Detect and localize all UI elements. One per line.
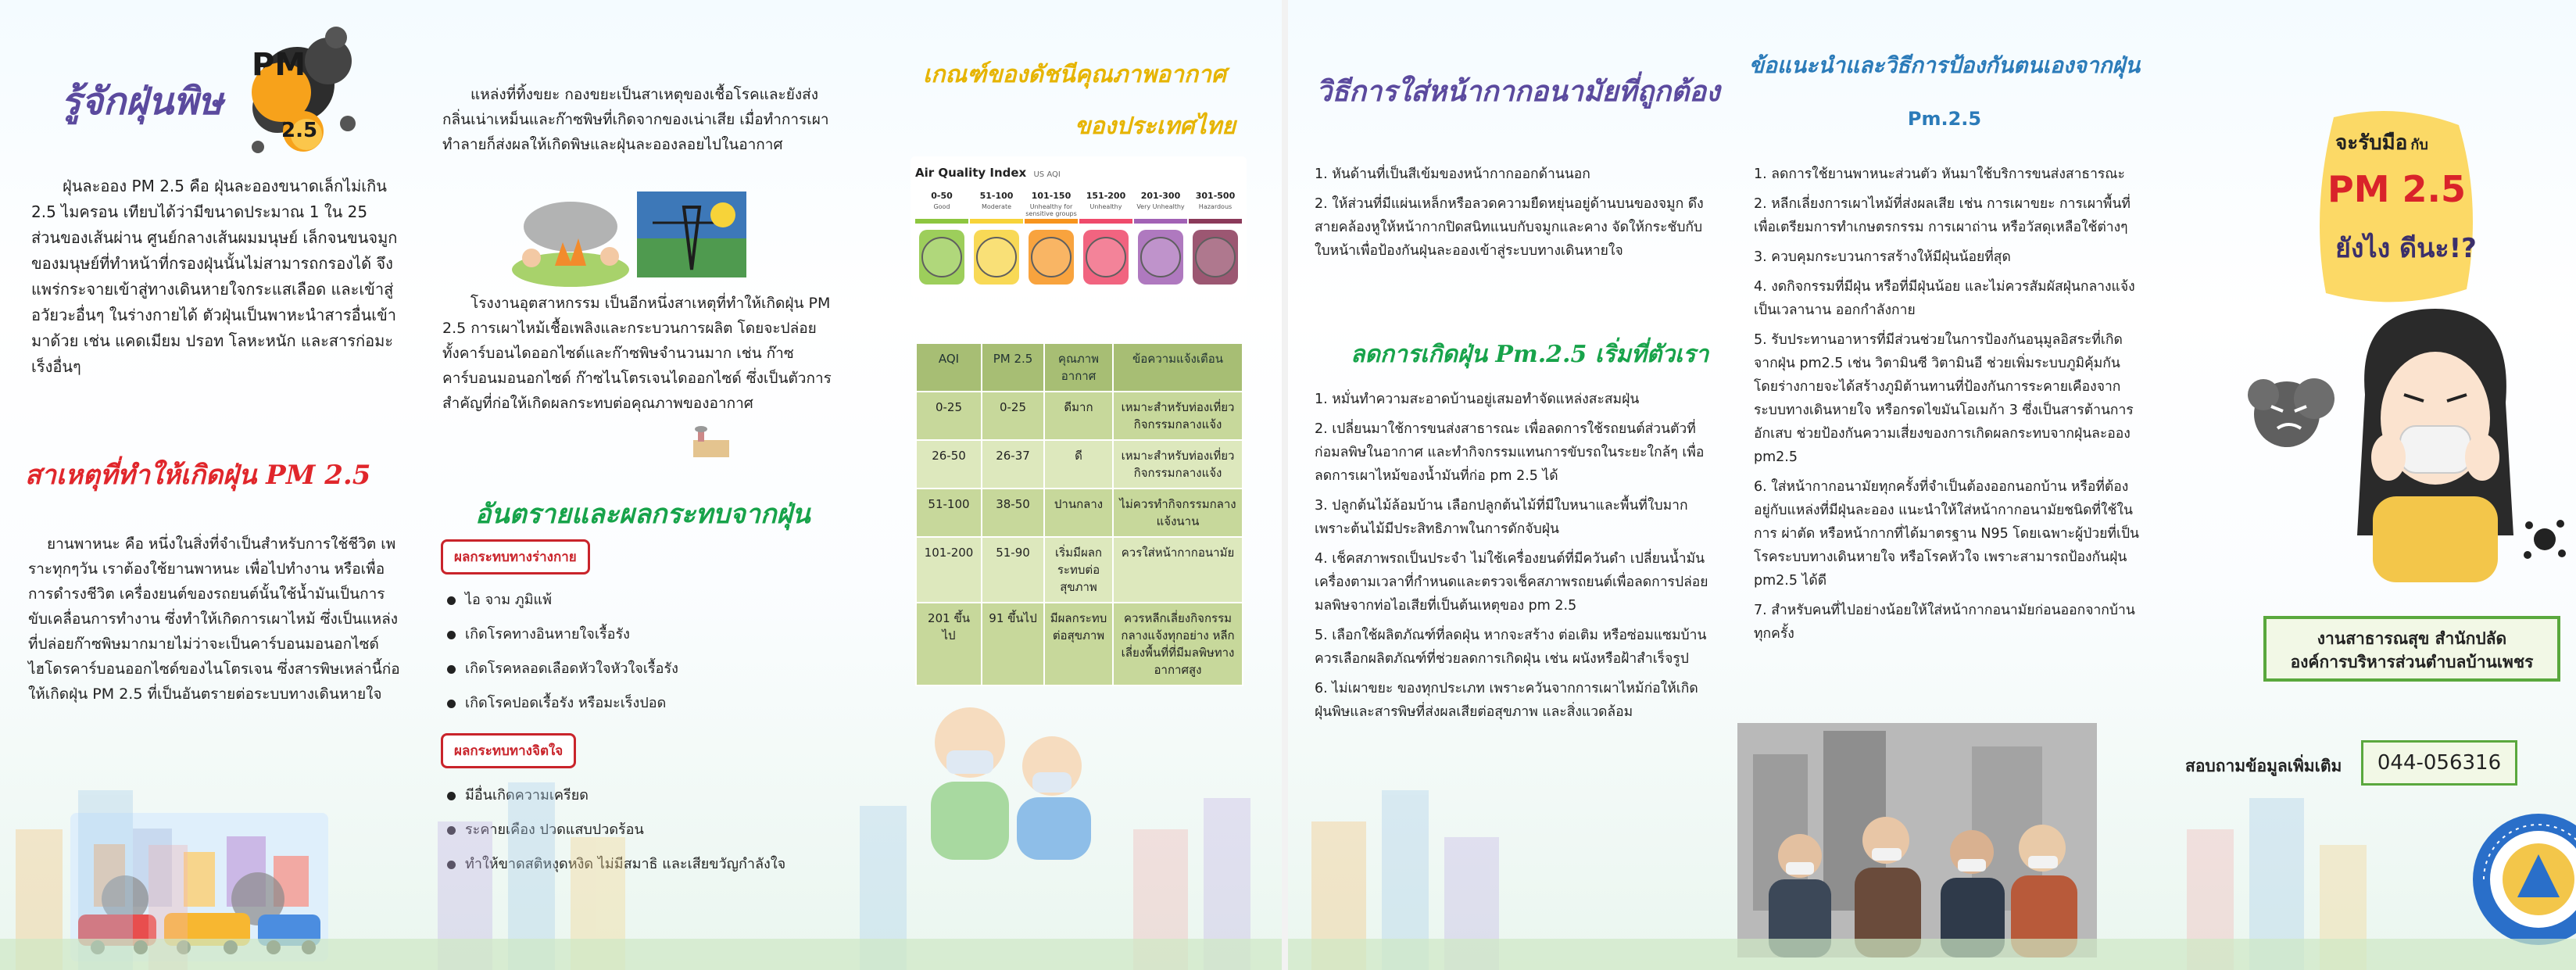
aqi-level-range: 301-500 — [1195, 191, 1236, 201]
table-header-row — [916, 343, 1243, 392]
table-cell: ควรใส่หน้ากากอนามัย — [1113, 537, 1243, 603]
aqi-face-icon — [919, 230, 964, 285]
table-cell: 51-90 — [982, 537, 1044, 603]
list-item: 5. รับประทานอาหารที่มีส่วนช่วยในการป้องกันอนุมูลอิสระที่เกิดจากฝุ่น pm2.5 เช่น วิตามินซี วิตามินอี ช่วยเพิ่มระบบภูมิคุ้มกัน โดยร่างกายจะได้สร้างภูมิต้านทานที่ป้องกันการระคายเคืองจากระบบทางเดินหายใจ หรือกรดไขมันโอเมก้า 3 ซึ่งเป็นสารต้านการอักเสบ ช่วยป้องกันความเสี่ยงของการเกิดผลกระทบจากฝุ่นละออง pm2.5 — [1754, 332, 2134, 465]
list-item: 2. ให้ส่วนที่มีแผ่นเหล็กหรือลวดความยืดหยุ่นอยู่ด้านบนของจมูก ดึงสายคล้องหูให้หน้ากากปิดสนิทแนบกับจมูกและคาง จัดให้กระชับกับใบหน้าเพื่อป้องกันฝุ่นละอองเข้าสู่ระบบทางเดินหายใจ — [1315, 196, 1704, 259]
table-cell: 0-25 — [982, 392, 1044, 440]
list-item: 3. ควบคุมกระบวนการสร้างให้มีฝุ่นน้อยที่สุด — [1754, 249, 2011, 265]
reduce-steps-list — [1315, 388, 1709, 730]
protection-heading: ข้อแนะนำและวิธีการป้องกันตนเองจากฝุ่น — [1748, 52, 2141, 78]
organization-box — [2263, 616, 2560, 682]
table-cell: มีผลกระทบต่อสุขภาพ — [1044, 603, 1113, 685]
list-item: ระคายเคือง ปวดแสบปวดร้อน — [447, 816, 830, 844]
list-item: 5. เลือกใช้ผลิตภัณฑ์ที่ลดฝุ่น หากจะสร้าง ต่อเติม หรือซ่อมแซมบ้าน ควรเลือกผลิตภัณฑ์ที่ช่วยลดการเกิดฝุ่น เช่น ผนังหรือฝ้าสำเร็จรูป — [1315, 628, 1707, 667]
page-title: รู้จักฝุ่นพิษ — [61, 80, 224, 123]
list-item: 4. งดกิจกรรมที่มีฝุ่น หรือที่มีฝุ่นน้อย และไม่ควรสัมผัสฝุ่นกลางแจ้งเป็นเวลานาน ออกกำลังกาย — [1754, 279, 2135, 318]
masked-girl-illustration — [2334, 301, 2537, 582]
list-item: 7. สำหรับคนที่ไปอย่างน้อยให้ใส่หน้ากากอนามัยก่อนออกจากบ้านทุกครั้ง — [1754, 603, 2135, 642]
aqi-level-item — [1025, 191, 1078, 300]
list-item: 1. หมั่นทำความสะอาดบ้านอยู่เสมอทำจัดแหล่งสะสมฝุ่น — [1315, 392, 1640, 407]
organization-line2: องค์การบริหารส่วนตำบลบ้านเพชร — [2290, 653, 2534, 671]
list-item: 4. เช็คสภาพรถเป็นประจำ ไม่ใช้เครื่องยนต์ที่มีควันดำ เปลี่ยนน้ำมันเครื่องตามเวลาที่กำหนดและตรวจเช็คสภาพรถยนต์เพื่อลดการปล่อยมลพิษจากท่อไอเสียที่เป็นต้นเหตุของ pm 2.5 — [1315, 551, 1708, 614]
mask-steps-list — [1315, 163, 1709, 269]
aqi-scale-subtitle: US AQI — [1033, 170, 1061, 179]
protection-heading-line2: Pm.2.5 — [1907, 108, 1982, 130]
cover-text-line3: ยังไง ดีนะ!? — [2335, 233, 2477, 264]
aqi-level-item — [1079, 191, 1132, 300]
traffic-jam-illustration — [70, 813, 328, 961]
brochure-outside-sheet — [0, 0, 1282, 970]
aqi-scale-card — [911, 156, 1247, 297]
aqi-level-range: 151-200 — [1086, 191, 1126, 201]
table-row — [916, 489, 1243, 537]
reduce-dust-heading: ลดการเกิดฝุ่น Pm.2.5 เริ่มที่ตัวเรา — [1351, 341, 1709, 368]
mental-effects-badge: ผลกระทบทางจิตใจ — [441, 733, 576, 768]
organization-line1: งานสาธารณสุข สำนักปลัด — [2317, 629, 2507, 648]
list-item: 6. ไม่เผาขยะ ของทุกประเภท เพราะควันจากการเผาไหม้ก่อให้เกิดฝุ่นพิษและสารพิษที่ส่งผลเสียต่อสุขภาพ และสิ่งแวดล้อม — [1315, 681, 1698, 720]
list-item: 1. ลดการใช้ยานพาหนะส่วนตัว หันมาใช้บริการขนส่งสาธารณะ — [1754, 166, 2125, 182]
waste-burning-illustration — [508, 195, 633, 289]
table-cell: 51-100 — [916, 489, 982, 537]
cover-text-line1: จะรับมือ กับ — [2335, 131, 2428, 155]
brochure-inside-sheet — [1288, 0, 2576, 970]
aqi-level-color-bar — [1134, 219, 1187, 224]
cause-industry-paragraph: โรงงานอุตสาหกรรม เป็นอีกหนึ่งสาเหตุที่ทำให้เกิดฝุ่น PM 2.5 การเผาไหม้เชื้อเพลิงและกระบวนการผลิต โดยจะปล่อยทั้งคาร์บอนไดออกไซด์และก๊าซพิษจำนวนมาก เช่น ก๊าซคาร์บอนมอนอกไซด์ ก๊าซไนโตรเจนไดออกไซด์ ซึ่งเป็นตัวการสำคัญที่ก่อให้เกิดผลกระทบต่อคุณภาพของอากาศ — [442, 295, 832, 412]
aqi-level-label: Unhealthy for sensitive groups — [1025, 203, 1077, 217]
list-item: ทำให้ขาดสติหงุดหงิด ไม่มีสมาธิ และเสียขวัญกำลังใจ — [447, 850, 830, 879]
table-cell: ดี — [1044, 440, 1113, 489]
aqi-level-label: Unhealthy — [1089, 203, 1122, 210]
table-cell: เหมาะสำหรับท่องเที่ยว กิจกรรมกลางแจ้ง — [1113, 440, 1243, 489]
list-item: เกิดโรคปอดเรื้อรัง หรือมะเร็งปอด — [447, 689, 822, 718]
list-item: มีอื่นเกิดความเครียด — [447, 782, 830, 810]
aqi-level-label: Very Unhealthy — [1136, 203, 1185, 210]
pm-dust-cloud-icon — [234, 14, 360, 170]
panel-mask-usage — [1288, 0, 1726, 970]
aqi-level-range: 201-300 — [1140, 191, 1181, 201]
aqi-level-color-bar — [1079, 219, 1132, 224]
factory-icon — [692, 426, 731, 457]
aqi-criteria-heading-line2: ของประเทศไทย — [1075, 113, 1236, 140]
list-item: 2. หลีกเลี่ยงการเผาไหม้ที่ส่งผลเสีย เช่น การเผาขยะ การเผาพื้นที่เพื่อเตรียมการทำเกษตรกรรม การเผาถ่าน หรือวัสดุเหลือใช้ต่างๆ — [1754, 196, 2131, 235]
aqi-criteria-heading: เกณฑ์ของดัชนีคุณภาพอากาศ — [923, 61, 1226, 88]
aqi-level-color-bar — [1189, 219, 1242, 224]
short-term-effects-list — [447, 586, 822, 724]
aqi-level-label: Moderate — [981, 203, 1012, 210]
table-cell: ควรหลีกเลี่ยงกิจกรรมกลางแจ้งทุกอย่าง หลีกเลี่ยงพื้นที่ที่มีมลพิษทางอากาศสูง — [1113, 603, 1243, 685]
phone-number-box[interactable]: 044-056316 — [2361, 740, 2517, 786]
aqi-level-range: 51-100 — [979, 191, 1014, 201]
table-cell: 101-200 — [916, 537, 982, 603]
aqi-face-icon — [974, 230, 1019, 285]
table-cell: ดีมาก — [1044, 392, 1113, 440]
panel-aqi-criteria — [848, 0, 1282, 970]
aqi-scale-title: Air Quality Index — [915, 166, 1027, 180]
aqi-level-color-bar — [970, 219, 1023, 224]
table-header-aqi: AQI — [916, 343, 982, 392]
panel-cover — [2154, 0, 2576, 970]
table-cell: 201 ขึ้นไป — [916, 603, 982, 685]
list-item: 2. เปลี่ยนมาใช้การขนส่งสาธารณะ เพื่อลดการใช้รถยนต์ส่วนตัวที่ก่อมลพิษในอากาศ และทำกิจกรรมแทนการขับรถในระยะใกล้ๆ เพื่อลดการเผาไหม้ของน้ำมันที่ก่อ pm 2.5 ได้ — [1315, 421, 1705, 484]
aqi-level-color-bar — [915, 219, 968, 224]
aqi-level-range: 101-150 — [1031, 191, 1072, 201]
list-item: เกิดโรคทางอินหายใจเรื้อรัง — [447, 621, 822, 649]
table-header-quality: คุณภาพอากาศ — [1044, 343, 1113, 392]
table-cell: 26-37 — [982, 440, 1044, 489]
power-plant-illustration — [637, 191, 746, 277]
cover-pm-label: PM 2.5 — [2327, 168, 2466, 210]
mask-usage-heading: วิธีการใส่หน้ากากอนามัยที่ถูกต้อง — [1316, 75, 1720, 108]
aqi-level-item — [1189, 191, 1242, 300]
list-item: ไอ จาม ภูมิแพ้ — [447, 586, 822, 614]
causes-heading: สาเหตุที่ทำให้เกิดฝุ่น PM 2.5 — [25, 460, 371, 491]
angry-dust-cloud-icon — [2240, 367, 2342, 453]
aqi-level-color-bar — [1025, 219, 1078, 224]
aqi-level-label: Hazardous — [1198, 203, 1233, 210]
table-cell: ไม่ควรทำกิจกรรมกลางแจ้งนาน — [1113, 489, 1243, 537]
table-header-pm25: PM 2.5 — [982, 343, 1044, 392]
table-row — [916, 603, 1243, 685]
mental-effects-list — [447, 782, 830, 885]
aqi-level-item — [1134, 191, 1187, 300]
list-item: เกิดโรคหลอดเลือดหัวใจหัวใจเรื้อรัง — [447, 655, 822, 683]
table-cell: เริ่มมีผลกระทบต่อสุขภาพ — [1044, 537, 1113, 603]
aqi-face-icon — [1029, 230, 1074, 285]
aqi-level-range: 0-50 — [931, 191, 953, 201]
table-cell: เหมาะสำหรับท่องเที่ยว กิจกรรมกลางแจ้ง — [1113, 392, 1243, 440]
pm-badge-number: 2.5 — [281, 119, 318, 142]
contact-label: สอบถามข้อมูลเพิ่มเติม — [2185, 757, 2342, 775]
masked-people-illustration — [915, 688, 1103, 860]
sheet-divider — [1282, 0, 1288, 970]
aqi-table — [915, 342, 1243, 686]
cause-vehicle-paragraph: ยานพาหนะ คือ หนึ่งในสิ่งที่จำเป็นสำหรับการใช้ชีวิต เพราะทุกๆวัน เราต้องใช้ยานพาหนะ เพื่อไปทำงาน หรือเพื่อการดำรงชีวิต เครื่องยนต์ของรถยนต์นั้นใช้น้ำมันเป็นการขับเคลื่อนการทำงาน ซึ่งทำให้เกิดการเผาไหม้ ซึ่งเป็นแหล่งที่ปล่อยก๊าซพิษมากมายไม่ว่าจะเป็นคาร์บอนมอนอกไซด์ไฮโดรคาร์บอนออกไซด์ของไนโตรเจน ซึ่งสารพิษเหล่านี้ก่อให้เกิดฝุ่น PM 2.5 ที่เป็นอันตรายต่อระบบทางเดินหายใจ — [28, 535, 400, 703]
smog-crowd-illustration — [1737, 723, 2097, 957]
aqi-level-item — [915, 191, 968, 300]
panel-causes-danger — [422, 0, 848, 970]
intro-paragraph: ฝุ่นละออง PM 2.5 คือ ฝุ่นละอองขนาดเล็กไม่เกิน 2.5 ไมครอน เทียบได้ว่ามีขนาดประมาณ 1 ใน 25 ส่วนของเส้นผ่าน ศูนย์กลางเส้นผมมนุษย์ เล็กจนขนจมูกของมนุษย์ที่ทำหน้าที่กรองฝุ่นนั้นไม่สามารถกรองได้ จึงแพร่กระจายเข้าสู่ทางเดินหายใจกระแสเลือด และเข้าสู่อวัยวะอื่นๆ ในร่างกายได้ ตัวฝุ่นเป็นพาหะนำสารอื่นเข้ามาด้วย เช่น แคดเมียม ปรอท โลหะหนัก และสารก่อมะเร็งอื่นๆ — [31, 177, 398, 376]
table-header-warning: ข้อความแจ้งเตือน — [1113, 343, 1243, 392]
organization-seal-logo — [2470, 811, 2576, 948]
table-row — [916, 392, 1243, 440]
protection-tips-list — [1754, 163, 2145, 652]
panel-know-dust — [0, 0, 422, 970]
danger-heading: อันตรายและผลกระทบจากฝุ่น — [475, 499, 810, 530]
short-term-effects-badge: ผลกระทบทางร่างกาย — [441, 539, 590, 574]
list-item: 6. ใส่หน้ากากอนามัยทุกครั้งที่จำเป็นต้องออกนอกบ้าน หรือที่ต้องอยู่กับแหล่งที่มีฝุ่นละออง แนะนำให้ใส่หน้ากากอนามัยชนิดที่ใช้ในการ ผ่าตัด หรือหน้ากากที่ได้มาตรฐาน N95 โดยเฉพาะผู้ป่วยที่เป็นโรคระบบทางเดินหายใจ หรือโรคหัวใจ เพราะสามารถป้องกันฝุ่น pm2.5 ได้ดี — [1754, 479, 2140, 589]
aqi-scale-levels — [915, 191, 1242, 300]
aqi-face-icon — [1193, 230, 1238, 285]
table-row — [916, 440, 1243, 489]
list-item: 3. ปลูกต้นไม้ล้อมบ้าน เลือกปลูกต้นไม้ที่มีใบหนาและพื้นที่ใบมากเพราะต้นไม้มีประสิทธิภาพในการดักจับฝุ่น — [1315, 498, 1688, 537]
table-cell: 26-50 — [916, 440, 982, 489]
panel-self-protection — [1726, 0, 2154, 970]
pm-badge-label: PM — [252, 47, 306, 83]
table-cell: ปานกลาง — [1044, 489, 1113, 537]
table-cell: 38-50 — [982, 489, 1044, 537]
aqi-level-label: Good — [933, 203, 950, 210]
table-row — [916, 537, 1243, 603]
aqi-level-item — [970, 191, 1023, 300]
aqi-face-icon — [1138, 230, 1183, 285]
table-cell: 0-25 — [916, 392, 982, 440]
aqi-face-icon — [1083, 230, 1129, 285]
virus-particle-icon — [2521, 516, 2568, 563]
table-cell: 91 ขึ้นไป — [982, 603, 1044, 685]
cause-burning-paragraph: แหล่งที่ทิ้งขยะ กองขยะเป็นสาเหตุของเชื้อโรคและยังส่งกลิ่นเน่าเหม็นและก๊าซพิษที่เกิดจากของเน่าเสีย เมื่อทำการเผาทำลายก็ส่งผลให้เกิดพิษและฝุ่นละอองลอยไปในอากาศ — [442, 86, 829, 153]
list-item: 1. หันด้านที่เป็นสีเข้มของหน้ากากออกด้านนอก — [1315, 166, 1590, 182]
